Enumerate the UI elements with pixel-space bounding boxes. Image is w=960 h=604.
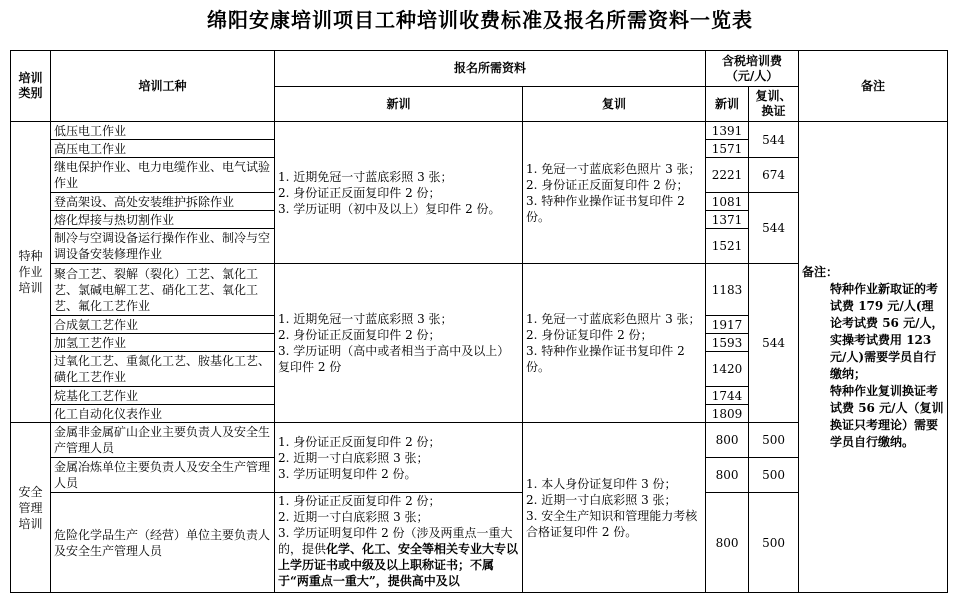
job-cell: 化工自动化仪表作业 [51, 405, 275, 423]
job-cell: 继电保护作业、电力电缆作业、电气试验作业 [51, 158, 275, 193]
header-category: 培训 类别 [11, 51, 51, 122]
fee-new-cell: 1744 [706, 387, 749, 405]
fee-refresh-cell: 500 [749, 493, 799, 593]
table-row [11, 122, 948, 140]
fee-refresh-cell: 500 [749, 423, 799, 458]
fee-new-cell: 1391 [706, 122, 749, 140]
remark-p2: 特种作业复训换证考试费 56 元/人（复训换证只考理论）需要学员自行缴纳。 [830, 383, 944, 449]
job-cell: 金属冶炼单位主要负责人及安全生产管理人员 [51, 458, 275, 493]
job-cell: 低压电工作业 [51, 122, 275, 140]
fee-new-cell: 1917 [706, 316, 749, 334]
fee-refresh-cell: 674 [749, 158, 799, 193]
materials-refresh-cell: 1. 本人身份证复印件 3 份； 2. 近期一寸白底彩照 3 张； 3. 安全生产知识和管理能力考核合格证复印件 2 份。 [523, 423, 706, 593]
job-cell: 过氧化工艺、重氮化工艺、胺基化工艺、磺化工艺作业 [51, 352, 275, 387]
fee-new-cell: 800 [706, 423, 749, 458]
remarks-cell [799, 122, 948, 593]
category-safety: 安全 管理 培训 [11, 423, 51, 593]
fee-table [10, 50, 948, 593]
materials-new-text: 1. 身份证正反面复印件 2 份； 2. 近期一寸白底彩照 3 张； 3. 学历证明复印件 2 份（涉及两重点一重大的，提供 [278, 494, 513, 556]
fee-new-cell: 2221 [706, 158, 749, 193]
header-refresh: 复训 [523, 87, 706, 122]
fee-new-cell: 1521 [706, 229, 749, 264]
materials-new-cell: 1. 身份证正反面复印件 2 份； 2. 近期一寸白底彩照 3 张； 3. 学历证明复印件 2 份。 [275, 423, 523, 493]
materials-new-cell [275, 493, 523, 593]
fee-new-cell: 1183 [706, 264, 749, 316]
materials-new-bold-text: 化学、化工、安全等相关专业大专以上学历证书或中级及以上职称证书；不属于“两重点一重大”，提供高中及以 [278, 542, 519, 588]
fee-new-cell: 1571 [706, 140, 749, 158]
fee-new-cell: 1809 [706, 405, 749, 423]
fee-new-cell: 800 [706, 458, 749, 493]
fee-new-cell: 1420 [706, 352, 749, 387]
fee-refresh-cell: 544 [749, 193, 799, 264]
fee-new-cell: 1081 [706, 193, 749, 211]
fee-new-cell: 1371 [706, 211, 749, 229]
job-cell: 金属非金属矿山企业主要负责人及安全生产管理人员 [51, 423, 275, 458]
job-cell: 聚合工艺、裂解（裂化）工艺、氯化工艺、氯碱电解工艺、硝化工艺、氧化工艺、氟化工艺作业 [51, 264, 275, 316]
job-cell: 加氢工艺作业 [51, 334, 275, 352]
fee-refresh-cell: 544 [749, 264, 799, 423]
header-fee-refresh: 复训、 换证 [749, 87, 799, 122]
job-cell: 合成氨工艺作业 [51, 316, 275, 334]
fee-refresh-cell: 544 [749, 122, 799, 158]
header-job: 培训工种 [51, 51, 275, 122]
materials-refresh-cell: 1. 免冠一寸蓝底彩色照片 3 张； 2. 身份证复印件 2 份； 3. 特种作业操作证书复印件 2 份。 [523, 264, 706, 423]
job-cell: 烷基化工艺作业 [51, 387, 275, 405]
job-cell: 熔化焊接与热切割作业 [51, 211, 275, 229]
fee-refresh-cell: 500 [749, 458, 799, 493]
remark-title: 备注： [802, 264, 839, 279]
materials-new-cell: 1. 近期免冠一寸蓝底彩照 3 张； 2. 身份证正反面复印件 2 份； 3. 学历证明（高中或者相当于高中及以上）复印件 2 份 [275, 264, 523, 423]
job-cell: 危险化学品生产（经营）单位主要负责人及安全生产管理人员 [51, 493, 275, 593]
page-title: 绵阳安康培训项目工种培训收费标准及报名所需资料一览表 [207, 8, 753, 32]
job-cell: 制冷与空调设备运行操作作业、制冷与空调设备安装修理作业 [51, 229, 275, 264]
job-cell: 高压电工作业 [51, 140, 275, 158]
header-remarks: 备注 [799, 51, 948, 122]
materials-new-cell: 1. 近期免冠一寸蓝底彩照 3 张； 2. 身份证正反面复印件 2 份； 3. 学历证明（初中及以上）复印件 2 份。 [275, 122, 523, 264]
materials-refresh-cell: 1. 免冠一寸蓝底彩色照片 3 张； 2. 身份证正反面复印件 2 份； 3. 特种作业操作证书复印件 2 份。 [523, 122, 706, 264]
header-fee-new: 新训 [706, 87, 749, 122]
header-fee: 含税培训费 （元/人） [706, 51, 799, 87]
fee-new-cell: 1593 [706, 334, 749, 352]
fee-new-cell: 800 [706, 493, 749, 593]
header-new: 新训 [275, 87, 523, 122]
header-materials: 报名所需资料 [275, 51, 706, 87]
remark-p1: 特种作业新取证的考试费 179 元/人(理论考试费 56 元/人，实操考试费用 123 元/人)需要学员自行缴纳； [830, 281, 944, 381]
job-cell: 登高架设、高处安装维护拆除作业 [51, 193, 275, 211]
category-special: 特种 作业 培训 [11, 122, 51, 423]
